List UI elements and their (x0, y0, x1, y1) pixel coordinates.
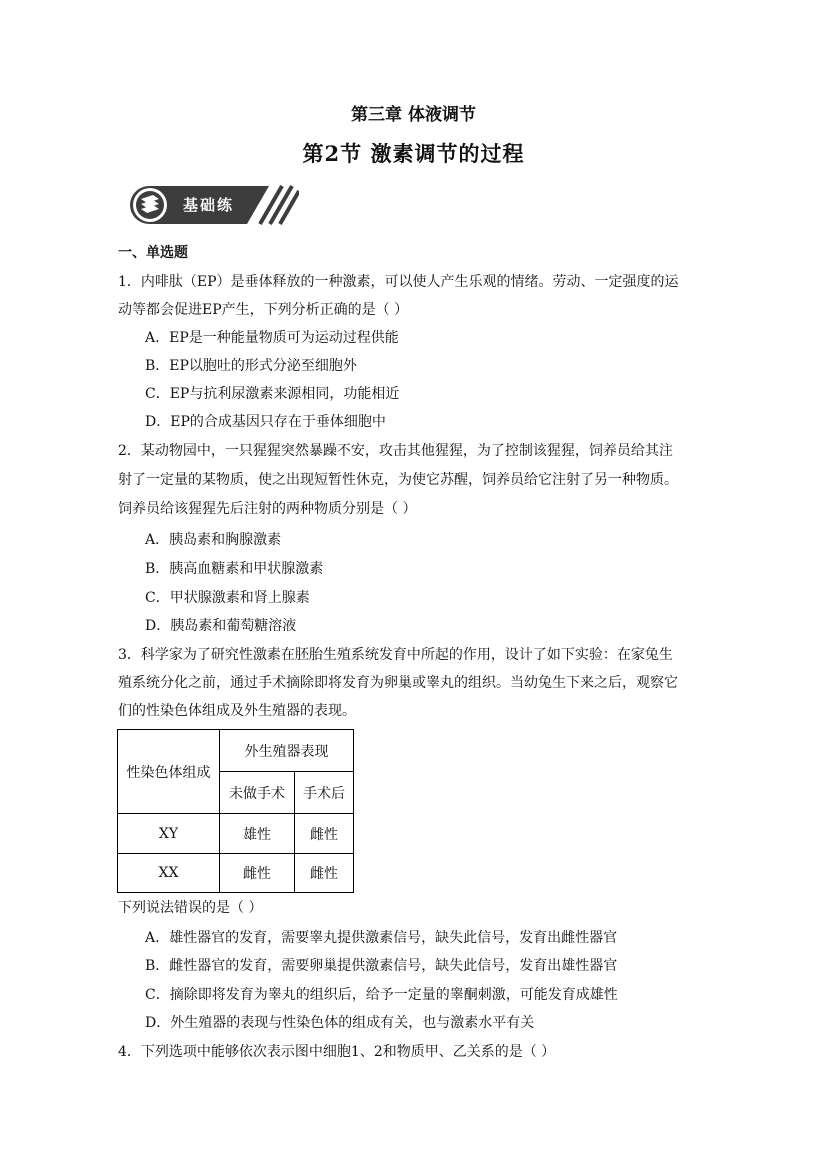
table-row (118, 854, 354, 893)
q1-option-d: D．EP的合成基因只存在于垂体细胞中 (145, 414, 386, 430)
q2-option-c: C．甲状腺激素和肾上腺素 (145, 590, 310, 606)
q2-option-b: B．胰高血糖素和甲状腺激素 (145, 561, 324, 577)
table-row (118, 814, 354, 854)
row-label-xx: XX (118, 854, 220, 893)
q3-stem-line-1: 3．科学家为了研究性激素在胚胎生殖系统发育中所起的作用，设计了如下实验：在家兔生 (118, 647, 673, 663)
q3-option-c: C．摘除即将发育为睾丸的组织后，给予一定量的睾酮刺激，可能发育成雄性 (145, 987, 618, 1003)
header-genital-phenotype: 外生殖器表现 (220, 730, 354, 772)
q4-stem-line-1: 4．下列选项中能够依次表示图中细胞1、2和物质甲、乙关系的是（ ） (118, 1044, 556, 1060)
cell-xx-after-surgery: 雌性 (295, 854, 354, 893)
q2-stem-line-1: 2．某动物园中，一只猩猩突然暴躁不安，攻击其他猩猩，为了控制该猩猩，饲养员给其注 (118, 443, 673, 459)
section-heading: 一、单选题 (118, 245, 188, 261)
cell-xx-no-surgery: 雌性 (220, 854, 295, 893)
practice-badge (127, 182, 299, 228)
q2-option-d: D．胰岛素和葡萄糖溶液 (145, 618, 297, 634)
cell-xy-no-surgery: 雄性 (220, 814, 295, 854)
badge-label: 基础练 (183, 196, 235, 214)
q3-option-d: D．外生殖器的表现与性染色体的组成有关，也与激素水平有关 (145, 1015, 535, 1031)
q1-option-a: A．EP是一种能量物质可为运动过程供能 (145, 330, 399, 346)
q2-stem-line-2: 射了一定量的某物质，使之出现短暂性休克，为使它苏醒，饲养员给它注射了另一种物质。 (118, 472, 678, 488)
q3-option-a: A．雄性器官的发育，需要睾丸提供激素信号，缺失此信号，发育出雌性器官 (145, 930, 618, 946)
header-no-surgery: 未做手术 (220, 772, 295, 814)
q3-stem-line-2: 殖系统分化之前，通过手术摘除即将发育为卵巢或睾丸的组织。当幼兔生下来之后，观察它 (118, 675, 678, 691)
q1-option-b: B．EP以胞吐的形式分泌至细胞外 (145, 358, 357, 374)
section-title: 第2节 激素调节的过程 (302, 141, 525, 166)
q2-option-a: A．胰岛素和胸腺激素 (145, 532, 282, 548)
q1-stem-line-1: 1．内啡肽（EP）是垂体释放的一种激素，可以使人产生乐观的情绪。劳动、一定强度的运 (118, 274, 679, 290)
q3-option-b: B．雌性器官的发育，需要卵巢提供激素信号，缺失此信号，发育出雄性器官 (145, 958, 618, 974)
q2-stem-line-3: 饲养员给该猩猩先后注射的两种物质分别是（ ） (118, 501, 417, 517)
row-label-xy: XY (118, 814, 220, 854)
chapter-title: 第三章 体液调节 (351, 105, 476, 125)
header-sex-chromosome: 性染色体组成 (118, 730, 220, 814)
q1-stem-line-2: 动等都会促进EP产生，下列分析正确的是（ ） (118, 302, 409, 318)
experiment-table (117, 729, 354, 893)
q1-option-c: C．EP与抗利尿激素来源相同，功能相近 (145, 386, 400, 402)
q3-stem-line-3: 们的性染色体组成及外生殖器的表现。 (118, 703, 356, 719)
q3-prompt: 下列说法错误的是（ ） (118, 900, 263, 916)
header-after-surgery: 手术后 (295, 772, 354, 814)
cell-xy-after-surgery: 雌性 (295, 814, 354, 854)
